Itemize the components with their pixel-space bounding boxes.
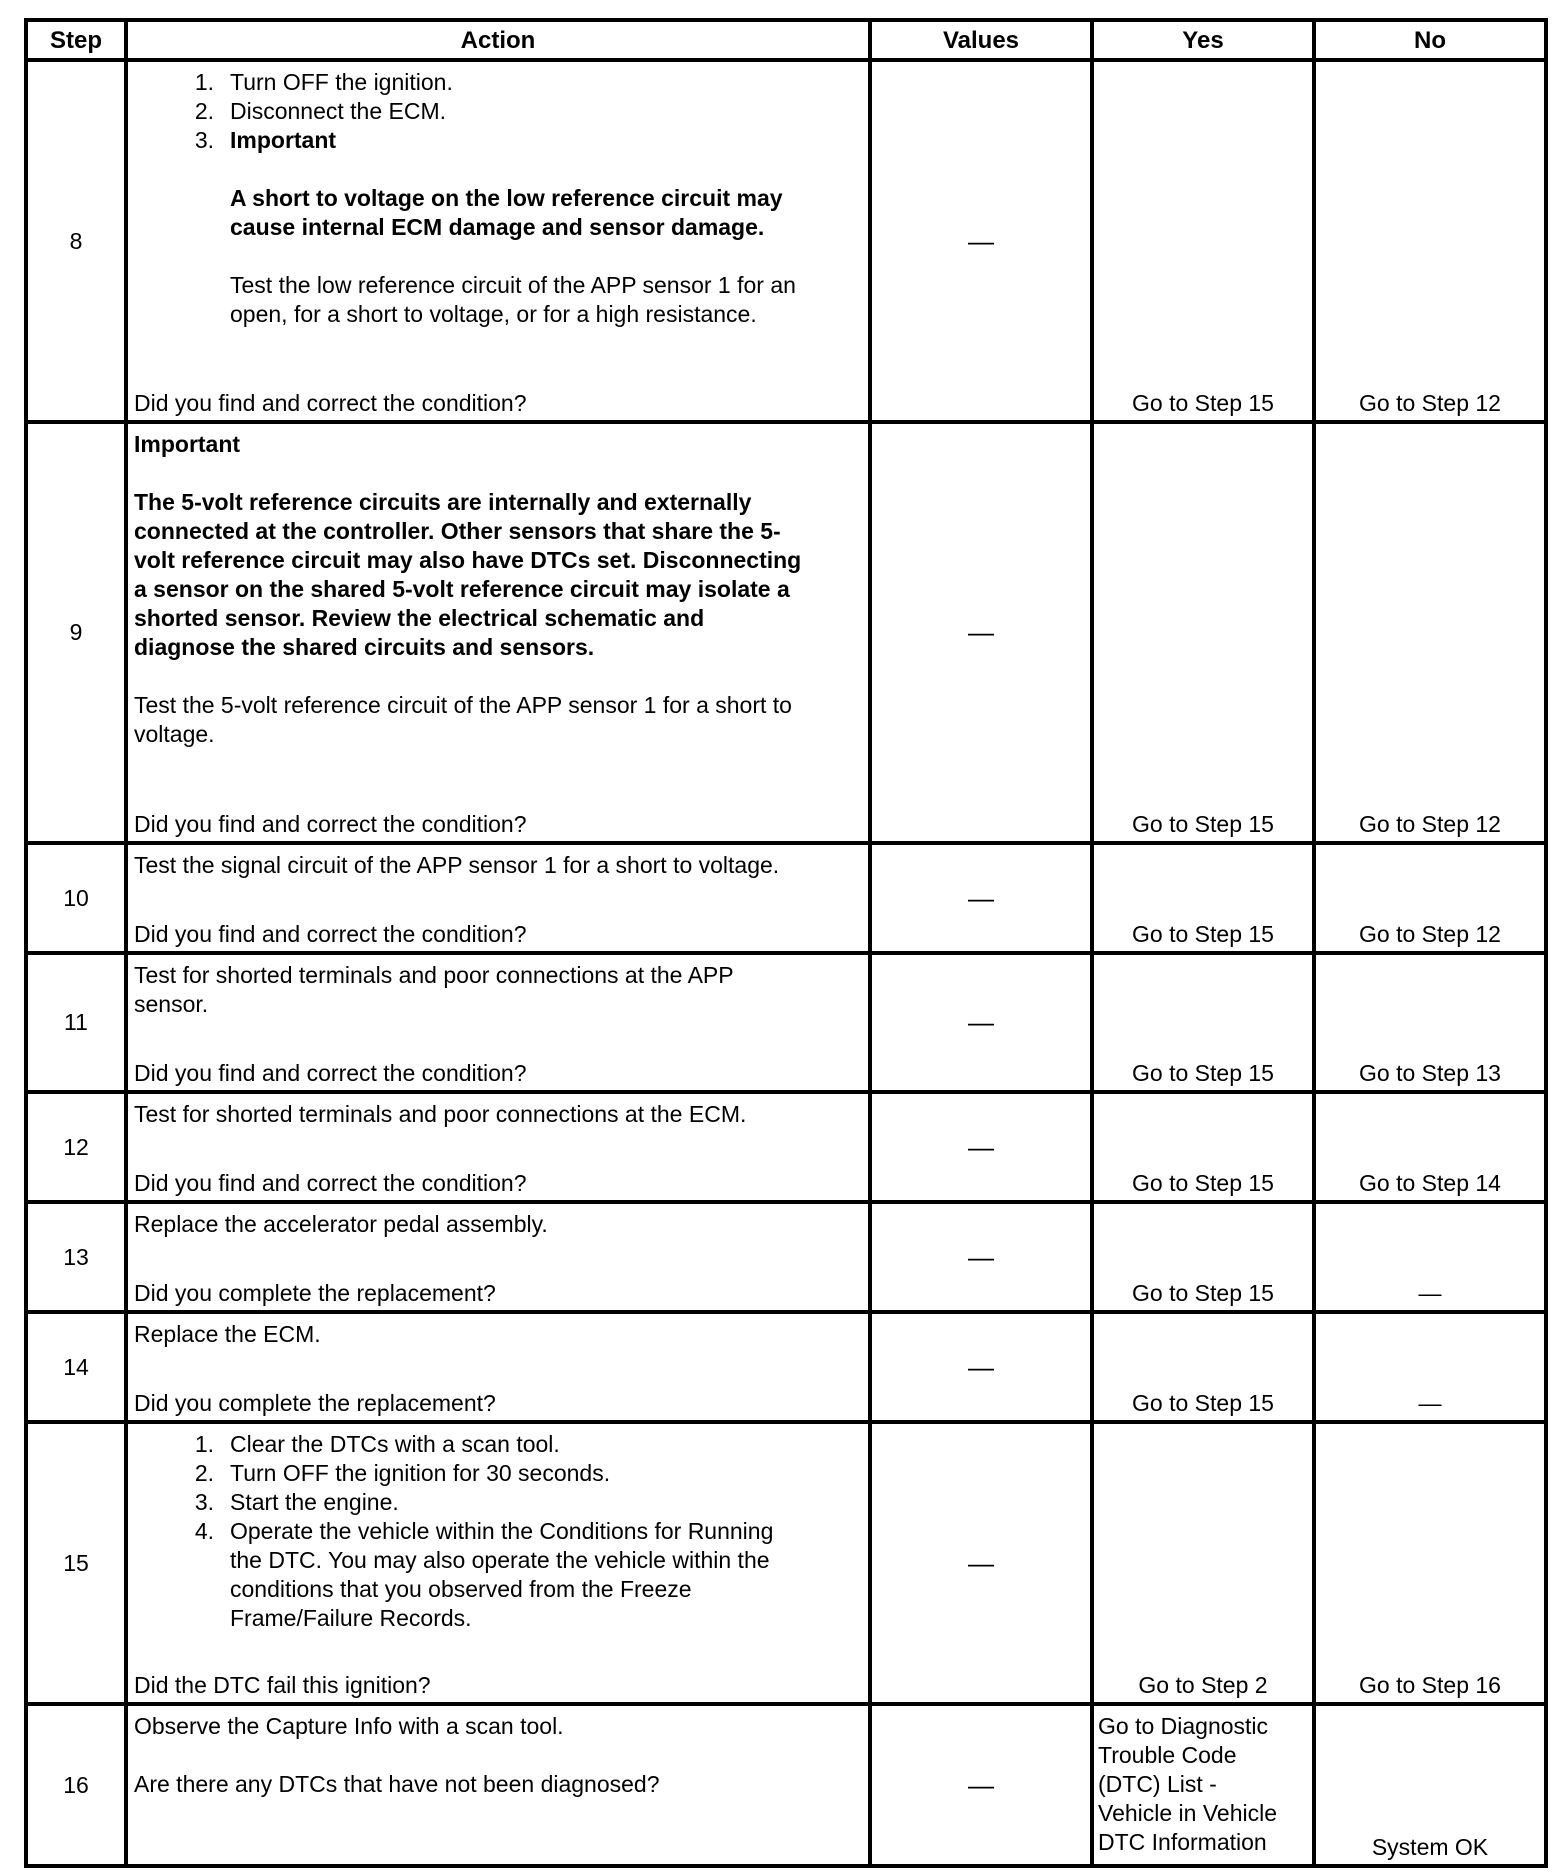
header-row [26, 20, 1546, 60]
question-text: Did you find and correct the condition? [134, 921, 527, 947]
value-cell: — [870, 422, 1092, 843]
no-cell [1314, 422, 1546, 843]
action-cell [126, 422, 870, 843]
no-cell [1314, 1704, 1546, 1866]
no-link[interactable]: Go to Step 13 [1359, 1060, 1501, 1086]
action-text: Replace the accelerator pedal assembly. [134, 1211, 548, 1237]
no-link[interactable]: Go to Step 14 [1359, 1170, 1501, 1196]
action-text: Test for shorted terminals and poor connections at the ECM. [134, 1101, 747, 1127]
list-item: 2. Disconnect the ECM. [194, 98, 447, 124]
yes-link[interactable]: Go to Step 15 [1132, 921, 1274, 947]
no-link[interactable]: Go to Step 12 [1359, 390, 1501, 416]
no-cell [1314, 953, 1546, 1092]
step-number: 10 [26, 843, 126, 953]
header-values: Values [870, 20, 1092, 60]
value-cell: — [870, 953, 1092, 1092]
test-instruction: Test the low reference circuit of the APP sensor 1 for an open, for a short to voltage, or for a high resistance. [230, 272, 796, 327]
yes-link[interactable]: Go to Step 15 [1132, 811, 1274, 837]
yes-cell [1092, 843, 1314, 953]
action-cell [126, 1092, 870, 1202]
no-link[interactable]: Go to Step 16 [1359, 1672, 1501, 1698]
yes-cell [1092, 1092, 1314, 1202]
step-number: 11 [26, 953, 126, 1092]
no-dash: — [1418, 1390, 1442, 1416]
yes-link[interactable]: Go to Step 2 [1138, 1672, 1268, 1698]
table-row [26, 1092, 1546, 1202]
table-row [26, 1422, 1546, 1704]
value-cell: — [870, 1092, 1092, 1202]
yes-link[interactable]: Go to Step 15 [1132, 1060, 1274, 1086]
warning-text: A short to voltage on the low reference circuit may cause internal ECM damage and sensor damage. [230, 185, 783, 240]
question-text: Did you find and correct the condition? [134, 390, 527, 416]
header-step: Step [26, 20, 126, 60]
step-number: 15 [26, 1422, 126, 1704]
header-no: No [1314, 20, 1546, 60]
question-text: Did you complete the replacement? [134, 1390, 496, 1416]
table-row [26, 1704, 1546, 1866]
action-cell [126, 1202, 870, 1312]
yes-link[interactable]: Go to Step 15 [1132, 1170, 1274, 1196]
table-row [26, 1312, 1546, 1422]
diagnostic-table [24, 18, 1548, 1868]
yes-link[interactable]: Go to Step 15 [1132, 1280, 1274, 1306]
step-number: 9 [26, 422, 126, 843]
table-row [26, 1202, 1546, 1312]
no-cell [1314, 1312, 1546, 1422]
step-number: 16 [26, 1704, 126, 1866]
question-text: Are there any DTCs that have not been diagnosed? [134, 1771, 660, 1797]
yes-link[interactable]: Go to Diagnostic Trouble Code (DTC) List - Vehicle in Vehicle DTC Information [1098, 1713, 1278, 1855]
action-cell [126, 1312, 870, 1422]
no-cell [1314, 1092, 1546, 1202]
no-link[interactable]: Go to Step 12 [1359, 811, 1501, 837]
table-row [26, 843, 1546, 953]
value-cell: — [870, 1312, 1092, 1422]
action-cell [126, 60, 870, 422]
step-number: 12 [26, 1092, 126, 1202]
value-cell: — [870, 60, 1092, 422]
list-item: 3. Important [194, 127, 337, 153]
important-label: Important [134, 431, 241, 457]
yes-cell [1092, 1312, 1314, 1422]
question-text: Did the DTC fail this ignition? [134, 1672, 431, 1698]
action-text: Observe the Capture Info with a scan tool. [134, 1713, 564, 1739]
value-cell: — [870, 1422, 1092, 1704]
no-cell [1314, 843, 1546, 953]
list-item: 4. Operate the vehicle within the Conditions for Running [194, 1518, 774, 1544]
action-text: Replace the ECM. [134, 1321, 321, 1347]
no-cell [1314, 1422, 1546, 1704]
step-number: 14 [26, 1312, 126, 1422]
yes-link[interactable]: Go to Step 15 [1132, 1390, 1274, 1416]
value-cell: — [870, 843, 1092, 953]
list-item-continuation: the DTC. You may also operate the vehicle within the conditions that you observed from the Freeze Frame/Failure Records. [230, 1547, 770, 1631]
header-action: Action [126, 20, 870, 60]
step-number: 8 [26, 60, 126, 422]
table-row [26, 422, 1546, 843]
table-row [26, 953, 1546, 1092]
question-text: Did you find and correct the condition? [134, 1060, 527, 1086]
question-text: Did you find and correct the condition? [134, 1170, 527, 1196]
yes-cell [1092, 1422, 1314, 1704]
no-cell [1314, 1202, 1546, 1312]
question-text: Did you complete the replacement? [134, 1280, 496, 1306]
no-dash: — [1418, 1280, 1442, 1306]
no-link[interactable]: Go to Step 12 [1359, 921, 1501, 947]
action-cell [126, 1422, 870, 1704]
action-cell [126, 843, 870, 953]
yes-cell [1092, 953, 1314, 1092]
table-row [26, 60, 1546, 422]
value-cell: — [870, 1202, 1092, 1312]
header-yes: Yes [1092, 20, 1314, 60]
value-cell: — [870, 1704, 1092, 1866]
step-number: 13 [26, 1202, 126, 1312]
question-text: Did you find and correct the condition? [134, 811, 527, 837]
action-cell [126, 953, 870, 1092]
action-cell [126, 1704, 870, 1866]
list-item: 2. Turn OFF the ignition for 30 seconds. [194, 1460, 611, 1486]
no-result: System OK [1371, 1834, 1489, 1860]
list-item: 1. Turn OFF the ignition. [194, 69, 453, 95]
action-text: Test for shorted terminals and poor connections at the APP sensor. [134, 962, 734, 1017]
yes-cell [1092, 1704, 1314, 1866]
warning-text: The 5-volt reference circuits are internally and externally connected at the controller. Other sensors that share the 5- volt reference circuit may also have DTCs set. Disconnecting a sensor on the shared 5-volt reference circuit may isolate a shorted sensor. Review the electrical schematic and diagnose the shared circuits and sensors. [134, 489, 802, 660]
no-cell [1314, 60, 1546, 422]
yes-cell [1092, 1202, 1314, 1312]
yes-link[interactable]: Go to Step 15 [1132, 390, 1274, 416]
yes-cell [1092, 60, 1314, 422]
list-item: 1. Clear the DTCs with a scan tool. [194, 1431, 560, 1457]
test-instruction: Test the 5-volt reference circuit of the APP sensor 1 for a short to voltage. [134, 692, 792, 747]
action-text: Test the signal circuit of the APP sensor 1 for a short to voltage. [134, 852, 780, 878]
list-item: 3. Start the engine. [194, 1489, 399, 1515]
yes-cell [1092, 422, 1314, 843]
